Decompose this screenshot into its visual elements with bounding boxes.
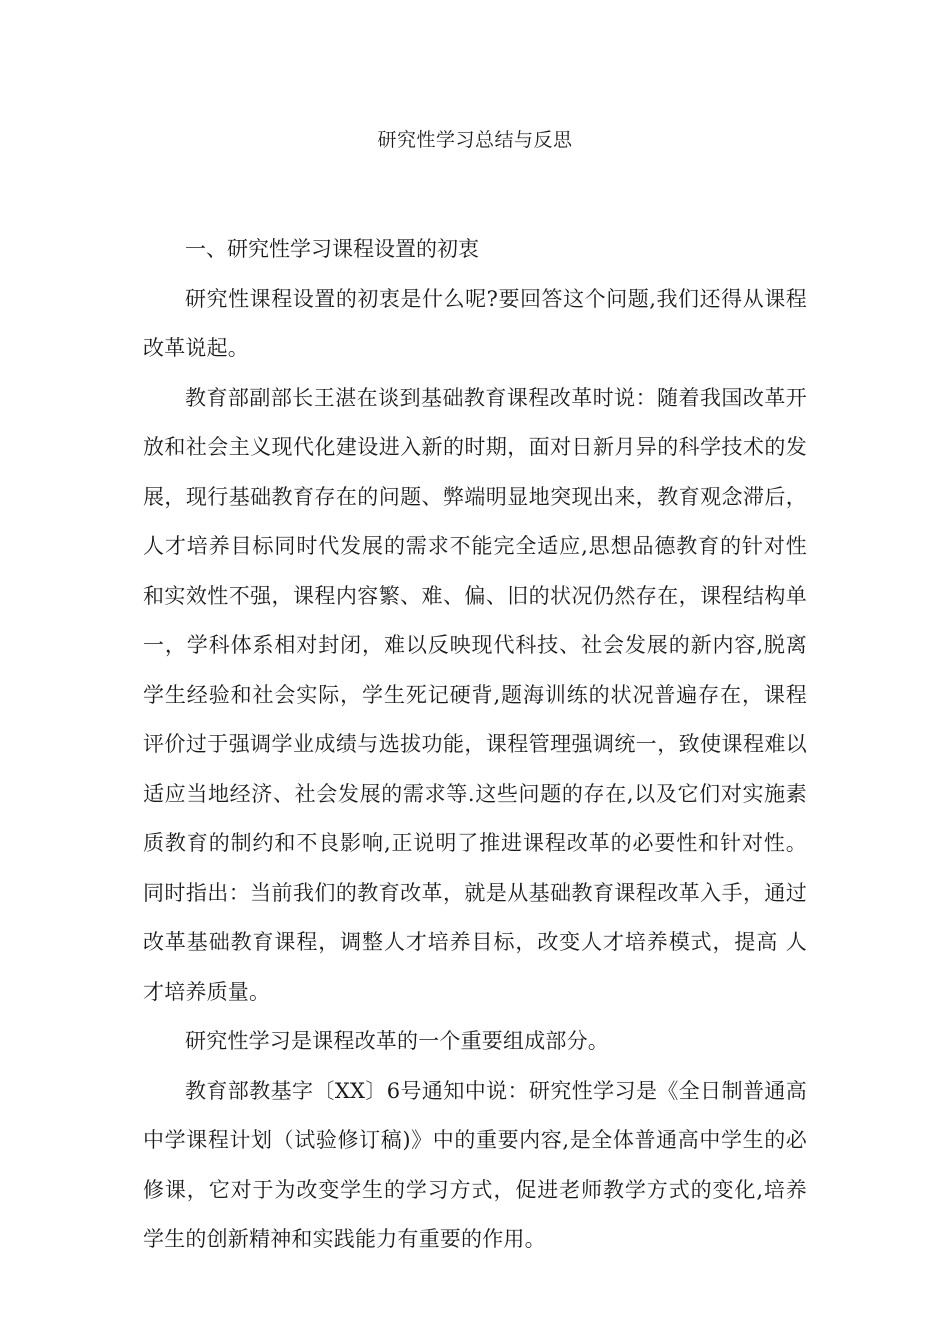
document-body <box>143 225 807 1265</box>
paragraph-2: 教育部副部长王湛在谈到基础教育课程改革时说：随着我国改革开放和社会主义现代化建设进入新的时期，面对日新月异的科学技术的发展，现行基础教育存在的问题、弊端明显地突现出来，教育观念滞后，人才培养目标同时代发展的需求不能完全适应,思想品德教育的针对性和实效性不强，课程内容繁、难、偏、旧的状况仍然存在，课程结构单一，学科体系相对封闭，难以反映现代科技、社会发展的新内容,脱离学生经验和社会实际，学生死记硬背,题海训练的状况普遍存在，课程评价过于强调学业成绩与选拔功能，课程管理强调统一，致使课程难以适应当地经济、社会发展的需求等.这些问题的存在,以及它们对实施素质教育的制约和不良影响,正说明了推进课程改革的必要性和针对性。同时指出：当前我们的教育改革，就是从基础教育课程改革入手，通过改革基础教育课程，调整人才培养目标，改变人才培养模式，提高 人才培养质量。 <box>143 385 807 1004</box>
paragraph-4: 教育部教基字〔XX〕6号通知中说：研究性学习是《全日制普通高中学课程计划（试验修订稿)》中的重要内容,是全体普通高中学生的必修课，它对于为改变学生的学习方式，促进老师教学方式的变化,培养学生的创新精神和实践能力有重要的作用。 <box>143 1078 807 1251</box>
paragraph-1: 研究性课程设置的初衷是什么呢?要回答这个问题,我们还得从课程改革说起。 <box>143 286 807 360</box>
section-heading: 一、研究性学习课程设置的初衷 <box>185 237 479 261</box>
document-title: 研究性学习总结与反思 <box>377 129 573 151</box>
paragraph-3: 研究性学习是课程改革的一个重要组成部分。 <box>185 1029 609 1053</box>
